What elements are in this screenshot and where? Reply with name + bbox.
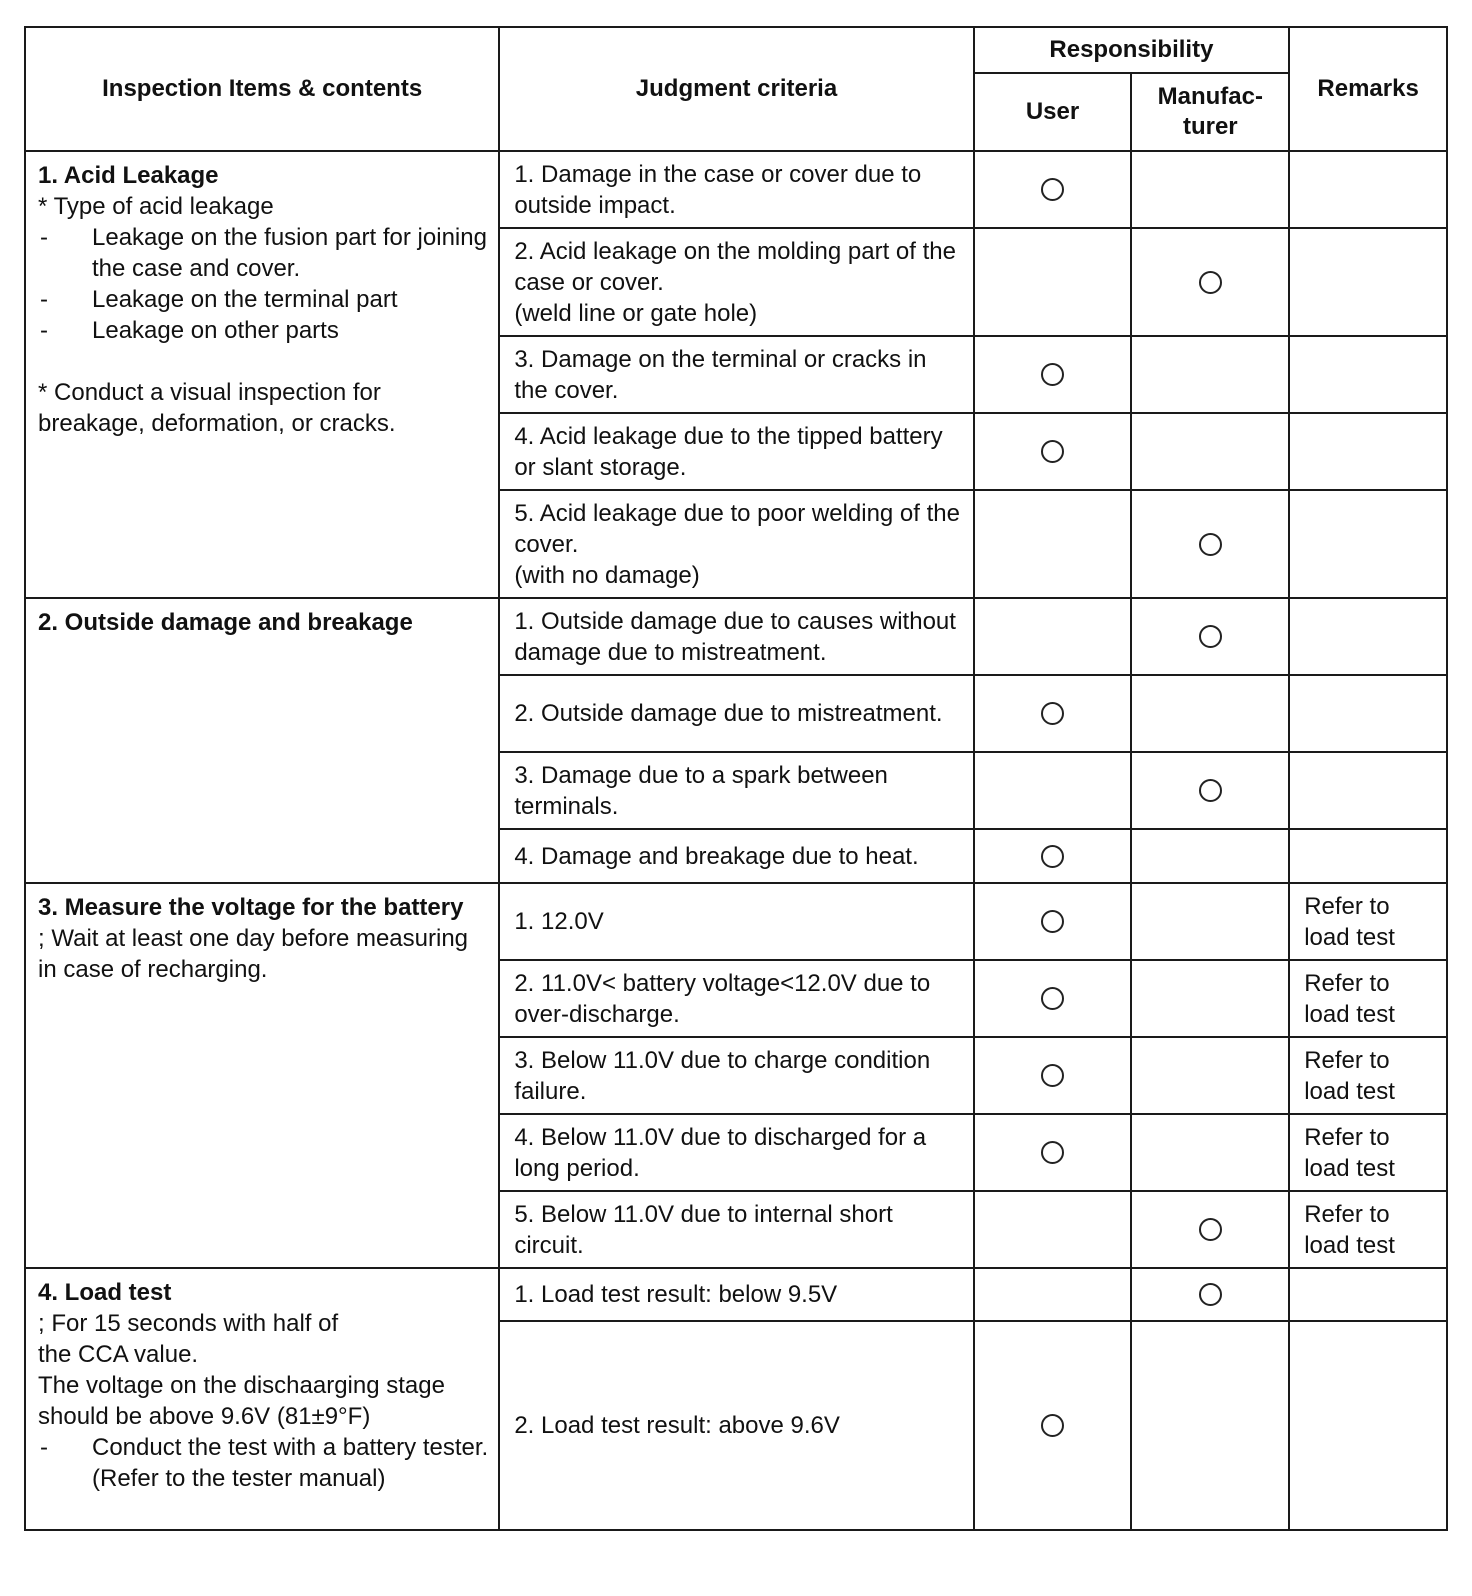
table-row <box>25 151 1447 228</box>
judgment-criteria-cell: 2. Acid leakage on the molding part of the case or cover. (weld line or gate hole) <box>499 228 973 336</box>
inspection-item-note: * Conduct a visual inspection for breakage, deformation, or cracks. <box>38 379 396 437</box>
circle-mark-icon <box>1199 1218 1222 1241</box>
bullet-text: Leakage on the terminal part <box>92 286 398 313</box>
responsibility-manufacturer-cell <box>1131 490 1289 598</box>
circle-mark-icon <box>1199 625 1222 648</box>
judgment-criteria-cell: 3. Damage on the terminal or cracks in the cover. <box>499 336 973 413</box>
inspection-item-title: 3. Measure the voltage for the battery <box>38 894 464 921</box>
circle-mark-icon <box>1041 1414 1064 1437</box>
responsibility-user-cell <box>974 1114 1132 1191</box>
responsibility-manufacturer-cell <box>1131 1268 1289 1321</box>
responsibility-manufacturer-cell <box>1131 1037 1289 1114</box>
header-user: User <box>974 73 1132 151</box>
responsibility-user-cell <box>974 883 1132 960</box>
circle-mark-icon <box>1041 363 1064 386</box>
remarks-cell <box>1289 228 1447 336</box>
judgment-criteria-cell: 1. Outside damage due to causes without damage due to mistreatment. <box>499 598 973 675</box>
remarks-cell <box>1289 598 1447 675</box>
remarks-cell: Refer to load test <box>1289 960 1447 1037</box>
judgment-criteria-cell: 3. Below 11.0V due to charge condition failure. <box>499 1037 973 1114</box>
responsibility-user-cell <box>974 228 1132 336</box>
table-header <box>25 27 1447 151</box>
spacer <box>38 346 490 377</box>
responsibility-user-cell <box>974 151 1132 228</box>
responsibility-manufacturer-cell <box>1131 598 1289 675</box>
responsibility-manufacturer-cell <box>1131 960 1289 1037</box>
inspection-item-cell <box>25 1268 499 1530</box>
responsibility-manufacturer-cell <box>1131 336 1289 413</box>
header-responsibility: Responsibility <box>974 27 1290 73</box>
judgment-criteria-cell: 1. 12.0V <box>499 883 973 960</box>
remarks-cell: Refer to load test <box>1289 1191 1447 1268</box>
table-body <box>25 151 1447 1530</box>
circle-mark-icon <box>1041 440 1064 463</box>
responsibility-user-cell <box>974 598 1132 675</box>
judgment-criteria-cell: 2. Outside damage due to mistreatment. <box>499 675 973 752</box>
bullet-item <box>38 315 490 346</box>
table-row <box>25 883 1447 960</box>
judgment-criteria-cell: 4. Damage and breakage due to heat. <box>499 829 973 883</box>
responsibility-manufacturer-cell <box>1131 151 1289 228</box>
table-row <box>25 598 1447 675</box>
inspection-item-title: 1. Acid Leakage <box>38 162 219 189</box>
remarks-cell <box>1289 336 1447 413</box>
inspection-table <box>24 26 1448 1531</box>
inspection-item-title: 2. Outside damage and breakage <box>38 609 413 636</box>
remarks-cell: Refer to load test <box>1289 1114 1447 1191</box>
responsibility-manufacturer-cell <box>1131 883 1289 960</box>
dash-bullet: - <box>40 317 48 344</box>
inspection-item-note: * Type of acid leakage <box>38 193 274 220</box>
responsibility-manufacturer-cell <box>1131 1191 1289 1268</box>
bullet-text: Leakage on the fusion part for joining the case and cover. <box>92 224 487 282</box>
responsibility-user-cell <box>974 960 1132 1037</box>
remarks-cell <box>1289 151 1447 228</box>
remarks-cell: Refer to load test <box>1289 883 1447 960</box>
responsibility-manufacturer-cell <box>1131 1114 1289 1191</box>
judgment-criteria-cell: 2. 11.0V< battery voltage<12.0V due to over-discharge. <box>499 960 973 1037</box>
bullet-text: Leakage on other parts <box>92 317 339 344</box>
inspection-item-title: 4. Load test <box>38 1279 172 1306</box>
circle-mark-icon <box>1199 1283 1222 1306</box>
circle-mark-icon <box>1041 1064 1064 1087</box>
remarks-cell <box>1289 675 1447 752</box>
dash-bullet: - <box>40 224 48 251</box>
header-manufacturer-line2: turer <box>1182 113 1238 140</box>
inspection-item-note: ; For 15 seconds with half of the CCA value. The voltage on the dischaarging stage should be above 9.6V (81±9°F) <box>38 1310 445 1430</box>
bullet-item <box>38 1432 490 1494</box>
table-row <box>25 1268 1447 1321</box>
responsibility-manufacturer-cell <box>1131 228 1289 336</box>
circle-mark-icon <box>1041 845 1064 868</box>
inspection-item-cell <box>25 151 499 598</box>
responsibility-user-cell <box>974 1037 1132 1114</box>
remarks-cell <box>1289 752 1447 829</box>
judgment-criteria-cell: 2. Load test result: above 9.6V <box>499 1321 973 1530</box>
responsibility-manufacturer-cell <box>1131 752 1289 829</box>
bullet-text: Conduct the test with a battery tester. (Refer to the tester manual) <box>92 1434 489 1492</box>
bullet-item <box>38 284 490 315</box>
remarks-cell <box>1289 490 1447 598</box>
circle-mark-icon <box>1199 271 1222 294</box>
circle-mark-icon <box>1199 779 1222 802</box>
inspection-item-cell <box>25 598 499 883</box>
judgment-criteria-cell: 3. Damage due to a spark between terminals. <box>499 752 973 829</box>
judgment-criteria-cell: 5. Acid leakage due to poor welding of the cover. (with no damage) <box>499 490 973 598</box>
circle-mark-icon <box>1041 987 1064 1010</box>
responsibility-user-cell <box>974 1191 1132 1268</box>
inspection-item-cell <box>25 883 499 1268</box>
header-manufacturer-line1: Manufac- <box>1157 83 1263 110</box>
responsibility-user-cell <box>974 752 1132 829</box>
responsibility-user-cell <box>974 1268 1132 1321</box>
remarks-cell <box>1289 829 1447 883</box>
responsibility-user-cell <box>974 336 1132 413</box>
remarks-cell: Refer to load test <box>1289 1037 1447 1114</box>
circle-mark-icon <box>1041 702 1064 725</box>
judgment-criteria-cell: 1. Load test result: below 9.5V <box>499 1268 973 1321</box>
dash-bullet: - <box>40 286 48 313</box>
responsibility-user-cell <box>974 675 1132 752</box>
circle-mark-icon <box>1041 178 1064 201</box>
responsibility-manufacturer-cell <box>1131 413 1289 490</box>
inspection-item-note: ; Wait at least one day before measuring in case of recharging. <box>38 925 469 983</box>
judgment-criteria-cell: 1. Damage in the case or cover due to outside impact. <box>499 151 973 228</box>
responsibility-manufacturer-cell <box>1131 829 1289 883</box>
dash-bullet: - <box>40 1434 48 1461</box>
remarks-cell <box>1289 413 1447 490</box>
header-inspection-items: Inspection Items & contents <box>25 27 499 151</box>
circle-mark-icon <box>1041 1141 1064 1164</box>
responsibility-user-cell <box>974 413 1132 490</box>
judgment-criteria-cell: 5. Below 11.0V due to internal short circuit. <box>499 1191 973 1268</box>
header-manufacturer <box>1131 73 1289 151</box>
judgment-criteria-cell: 4. Below 11.0V due to discharged for a long period. <box>499 1114 973 1191</box>
judgment-criteria-cell: 4. Acid leakage due to the tipped battery or slant storage. <box>499 413 973 490</box>
header-judgment-criteria: Judgment criteria <box>499 27 973 151</box>
responsibility-user-cell <box>974 490 1132 598</box>
responsibility-user-cell <box>974 1321 1132 1530</box>
circle-mark-icon <box>1041 910 1064 933</box>
responsibility-manufacturer-cell <box>1131 675 1289 752</box>
header-remarks: Remarks <box>1289 27 1447 151</box>
remarks-cell <box>1289 1268 1447 1321</box>
responsibility-user-cell <box>974 829 1132 883</box>
responsibility-manufacturer-cell <box>1131 1321 1289 1530</box>
circle-mark-icon <box>1199 533 1222 556</box>
remarks-cell <box>1289 1321 1447 1530</box>
bullet-item <box>38 222 490 284</box>
